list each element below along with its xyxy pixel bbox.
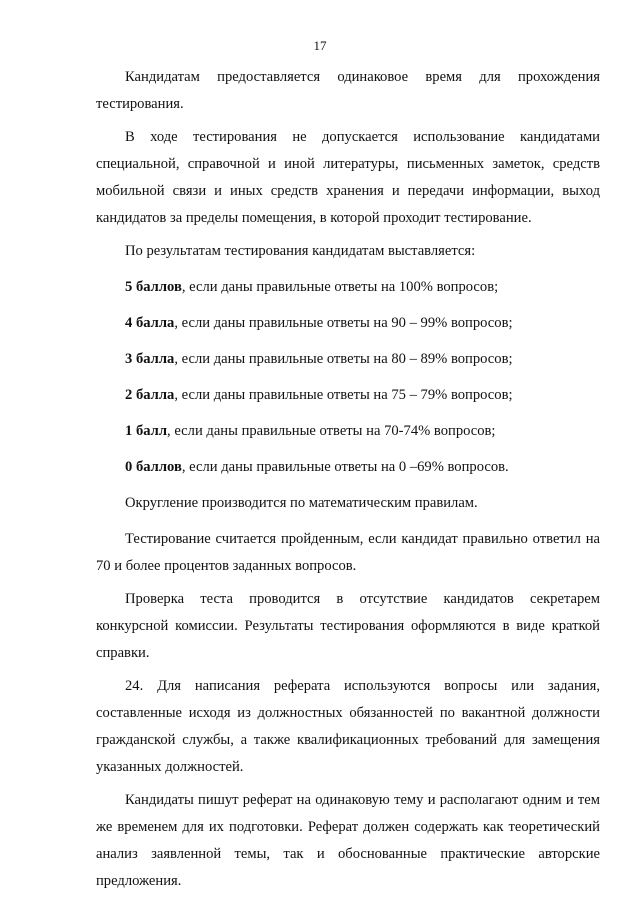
score-grade: 1 балл [125,423,168,439]
score-condition: , если даны правильные ответы на 0 –69% вопросов. [181,459,509,475]
score-condition: , если даны правильные ответы на 70-74% вопросов; [167,423,496,439]
paragraph-essay-topics: 24. Для написания реферата используются вопросы или задания, составленные исходя из должностных обязанностей по вакантной должности гражданской службы, а также квалификационных требований для замещения указанных должностей. [96,678,600,775]
paragraph-rounding: Округление производится по математическим правилам. [125,495,478,511]
paragraph-results-intro: По результатам тестирования кандидатам выставляется: [125,243,476,259]
score-item [96,346,600,373]
page-number: 17 [313,38,327,53]
score-grade: 5 баллов [125,279,182,295]
score-item [96,454,600,481]
score-condition: , если даны правильные ответы на 90 – 99% вопросов; [174,315,513,331]
score-condition: , если даны правильные ответы на 80 – 89% вопросов; [174,351,513,367]
score-condition: , если даны правильные ответы на 75 – 79% вопросов; [174,387,513,403]
score-grade: 4 балла [125,315,175,331]
paragraph-test-check: Проверка теста проводится в отсутствие кандидатов секретарем конкурсной комиссии. Результаты тестирования оформляются в виде краткой справки. [96,591,600,661]
score-item [96,274,600,301]
document-body [96,64,600,895]
score-item [96,418,600,445]
score-grade: 3 балла [125,351,175,367]
paragraph-pass-criteria: Тестирование считается пройденным, если кандидат правильно ответил на 70 и более процентов заданных вопросов. [96,531,600,574]
score-item [96,310,600,337]
paragraph-testing-rules: В ходе тестирования не допускается использование кандидатами специальной, справочной и иной литературы, письменных заметок, средств мобильной связи и иных средств хранения и передачи информации, выход кандидатов за пределы помещения, в которой проходит тестирование. [96,129,600,226]
score-condition: , если даны правильные ответы на 100% вопросов; [181,279,499,295]
score-grade: 0 баллов [125,459,182,475]
score-item [96,382,600,409]
score-grade: 2 балла [125,387,175,403]
paragraph-essay-requirements: Кандидаты пишут реферат на одинаковую тему и располагают одним и тем же временем для их подготовки. Реферат должен содержать как теоретический анализ заявленной темы, так и обоснованные практические авторские предложения. [96,792,600,889]
paragraph-testing-time: Кандидатам предоставляется одинаковое время для прохождения тестирования. [96,69,600,112]
